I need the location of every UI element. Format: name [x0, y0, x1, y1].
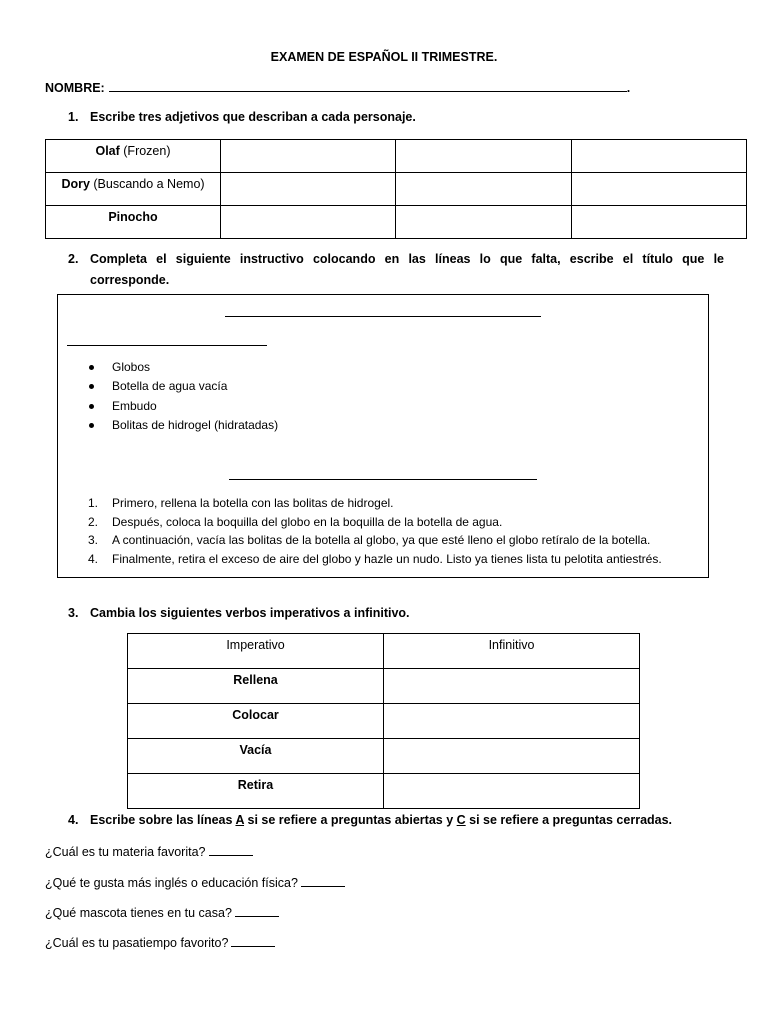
list-item: 1. Primero, rellena la botella con las bolitas de hidrogel. [88, 496, 394, 510]
bullet-icon [89, 384, 94, 389]
answer-cell[interactable] [571, 173, 746, 206]
list-item: ¿Cuál es tu materia favorita? [45, 845, 253, 859]
table-row [46, 140, 747, 173]
list-item: ¿Qué mascota tienes en tu casa? [45, 906, 279, 920]
letter-a: A [235, 813, 245, 827]
question-3-text: Cambia los siguientes verbos imperativos a infinitivo. [90, 606, 410, 620]
list-item: Botella de agua vacía [112, 379, 227, 393]
answer-cell[interactable] [396, 173, 571, 206]
list-item: Globos [112, 360, 150, 374]
answer-cell[interactable] [221, 206, 396, 239]
list-item: Bolitas de hidrogel (hidratadas) [112, 418, 278, 432]
table-row [128, 739, 640, 774]
letter-c: C [456, 813, 466, 827]
character-cell: Olaf (Frozen) [46, 140, 221, 173]
bullet-icon [89, 365, 94, 370]
answer-cell[interactable] [571, 140, 746, 173]
list-item: 3. A continuación, vacía las bolitas de la botella al globo, ya que esté lleno el globo retíralo de la botella. [88, 533, 651, 547]
exam-title: EXAMEN DE ESPAÑOL II TRIMESTRE. [270, 50, 498, 64]
question-1-number: 1. [68, 110, 79, 124]
list-item: ¿Qué te gusta más inglés o educación física? [45, 876, 345, 890]
character-cell: Dory (Buscando a Nemo) [46, 173, 221, 206]
verb-cell: Rellena [128, 669, 384, 704]
answer-cell[interactable] [396, 140, 571, 173]
table-row [128, 669, 640, 704]
answer-cell[interactable] [221, 173, 396, 206]
list-item: 4. Finalmente, retira el exceso de aire del globo y hazle un nudo. Listo ya tienes lista tu pelotita antiestrés. [88, 552, 662, 566]
name-field[interactable] [45, 81, 630, 95]
question-2-text-2: corresponde. [90, 273, 170, 287]
table-row [46, 206, 747, 239]
answer-blank[interactable] [209, 845, 253, 856]
table-header-row [128, 634, 640, 669]
verb-cell: Retira [128, 774, 384, 809]
column-header: Imperativo [128, 634, 384, 669]
question-1-text: Escribe tres adjetivos que describan a cada personaje. [90, 110, 416, 124]
column-header: Infinitivo [384, 634, 640, 669]
question-3-number: 3. [68, 606, 79, 620]
answer-blank[interactable] [235, 906, 279, 917]
answer-cell[interactable] [384, 669, 640, 704]
answer-blank[interactable] [231, 936, 275, 947]
characters-table [45, 139, 747, 239]
name-end: . [626, 81, 631, 95]
procedure-blank-line[interactable] [229, 479, 537, 480]
bullet-icon [89, 423, 94, 428]
materials-blank-line[interactable] [67, 345, 267, 346]
answer-cell[interactable] [384, 774, 640, 809]
name-line[interactable] [109, 81, 627, 92]
question-2-number: 2. [68, 252, 79, 266]
answer-cell[interactable] [384, 704, 640, 739]
question-4-number: 4. [68, 813, 79, 827]
table-row [128, 774, 640, 809]
question-1 [68, 110, 416, 124]
question-2 [68, 249, 724, 291]
question-2-text-1: Completa el siguiente instructivo colocando en las líneas lo que falta, escribe el título que le [90, 252, 724, 266]
title-blank-line[interactable] [225, 316, 541, 317]
answer-cell[interactable] [396, 206, 571, 239]
answer-cell[interactable] [571, 206, 746, 239]
bullet-icon [89, 404, 94, 409]
list-item: Embudo [112, 399, 157, 413]
character-cell: Pinocho [46, 206, 221, 239]
verb-cell: Colocar [128, 704, 384, 739]
table-row [128, 704, 640, 739]
list-item: 2. Después, coloca la boquilla del globo en la boquilla de la botella de agua. [88, 515, 503, 529]
verb-cell: Vacía [128, 739, 384, 774]
answer-cell[interactable] [221, 140, 396, 173]
answer-cell[interactable] [384, 739, 640, 774]
table-row [46, 173, 747, 206]
question-4: 4. Escribe sobre las líneas A si se refiere a preguntas abiertas y C si se refiere a preguntas cerradas. [68, 813, 673, 827]
verbs-table [127, 633, 640, 809]
list-item: ¿Cuál es tu pasatiempo favorito? [45, 936, 275, 950]
name-label: NOMBRE: [45, 81, 105, 95]
question-3 [68, 606, 410, 620]
answer-blank[interactable] [301, 876, 345, 887]
